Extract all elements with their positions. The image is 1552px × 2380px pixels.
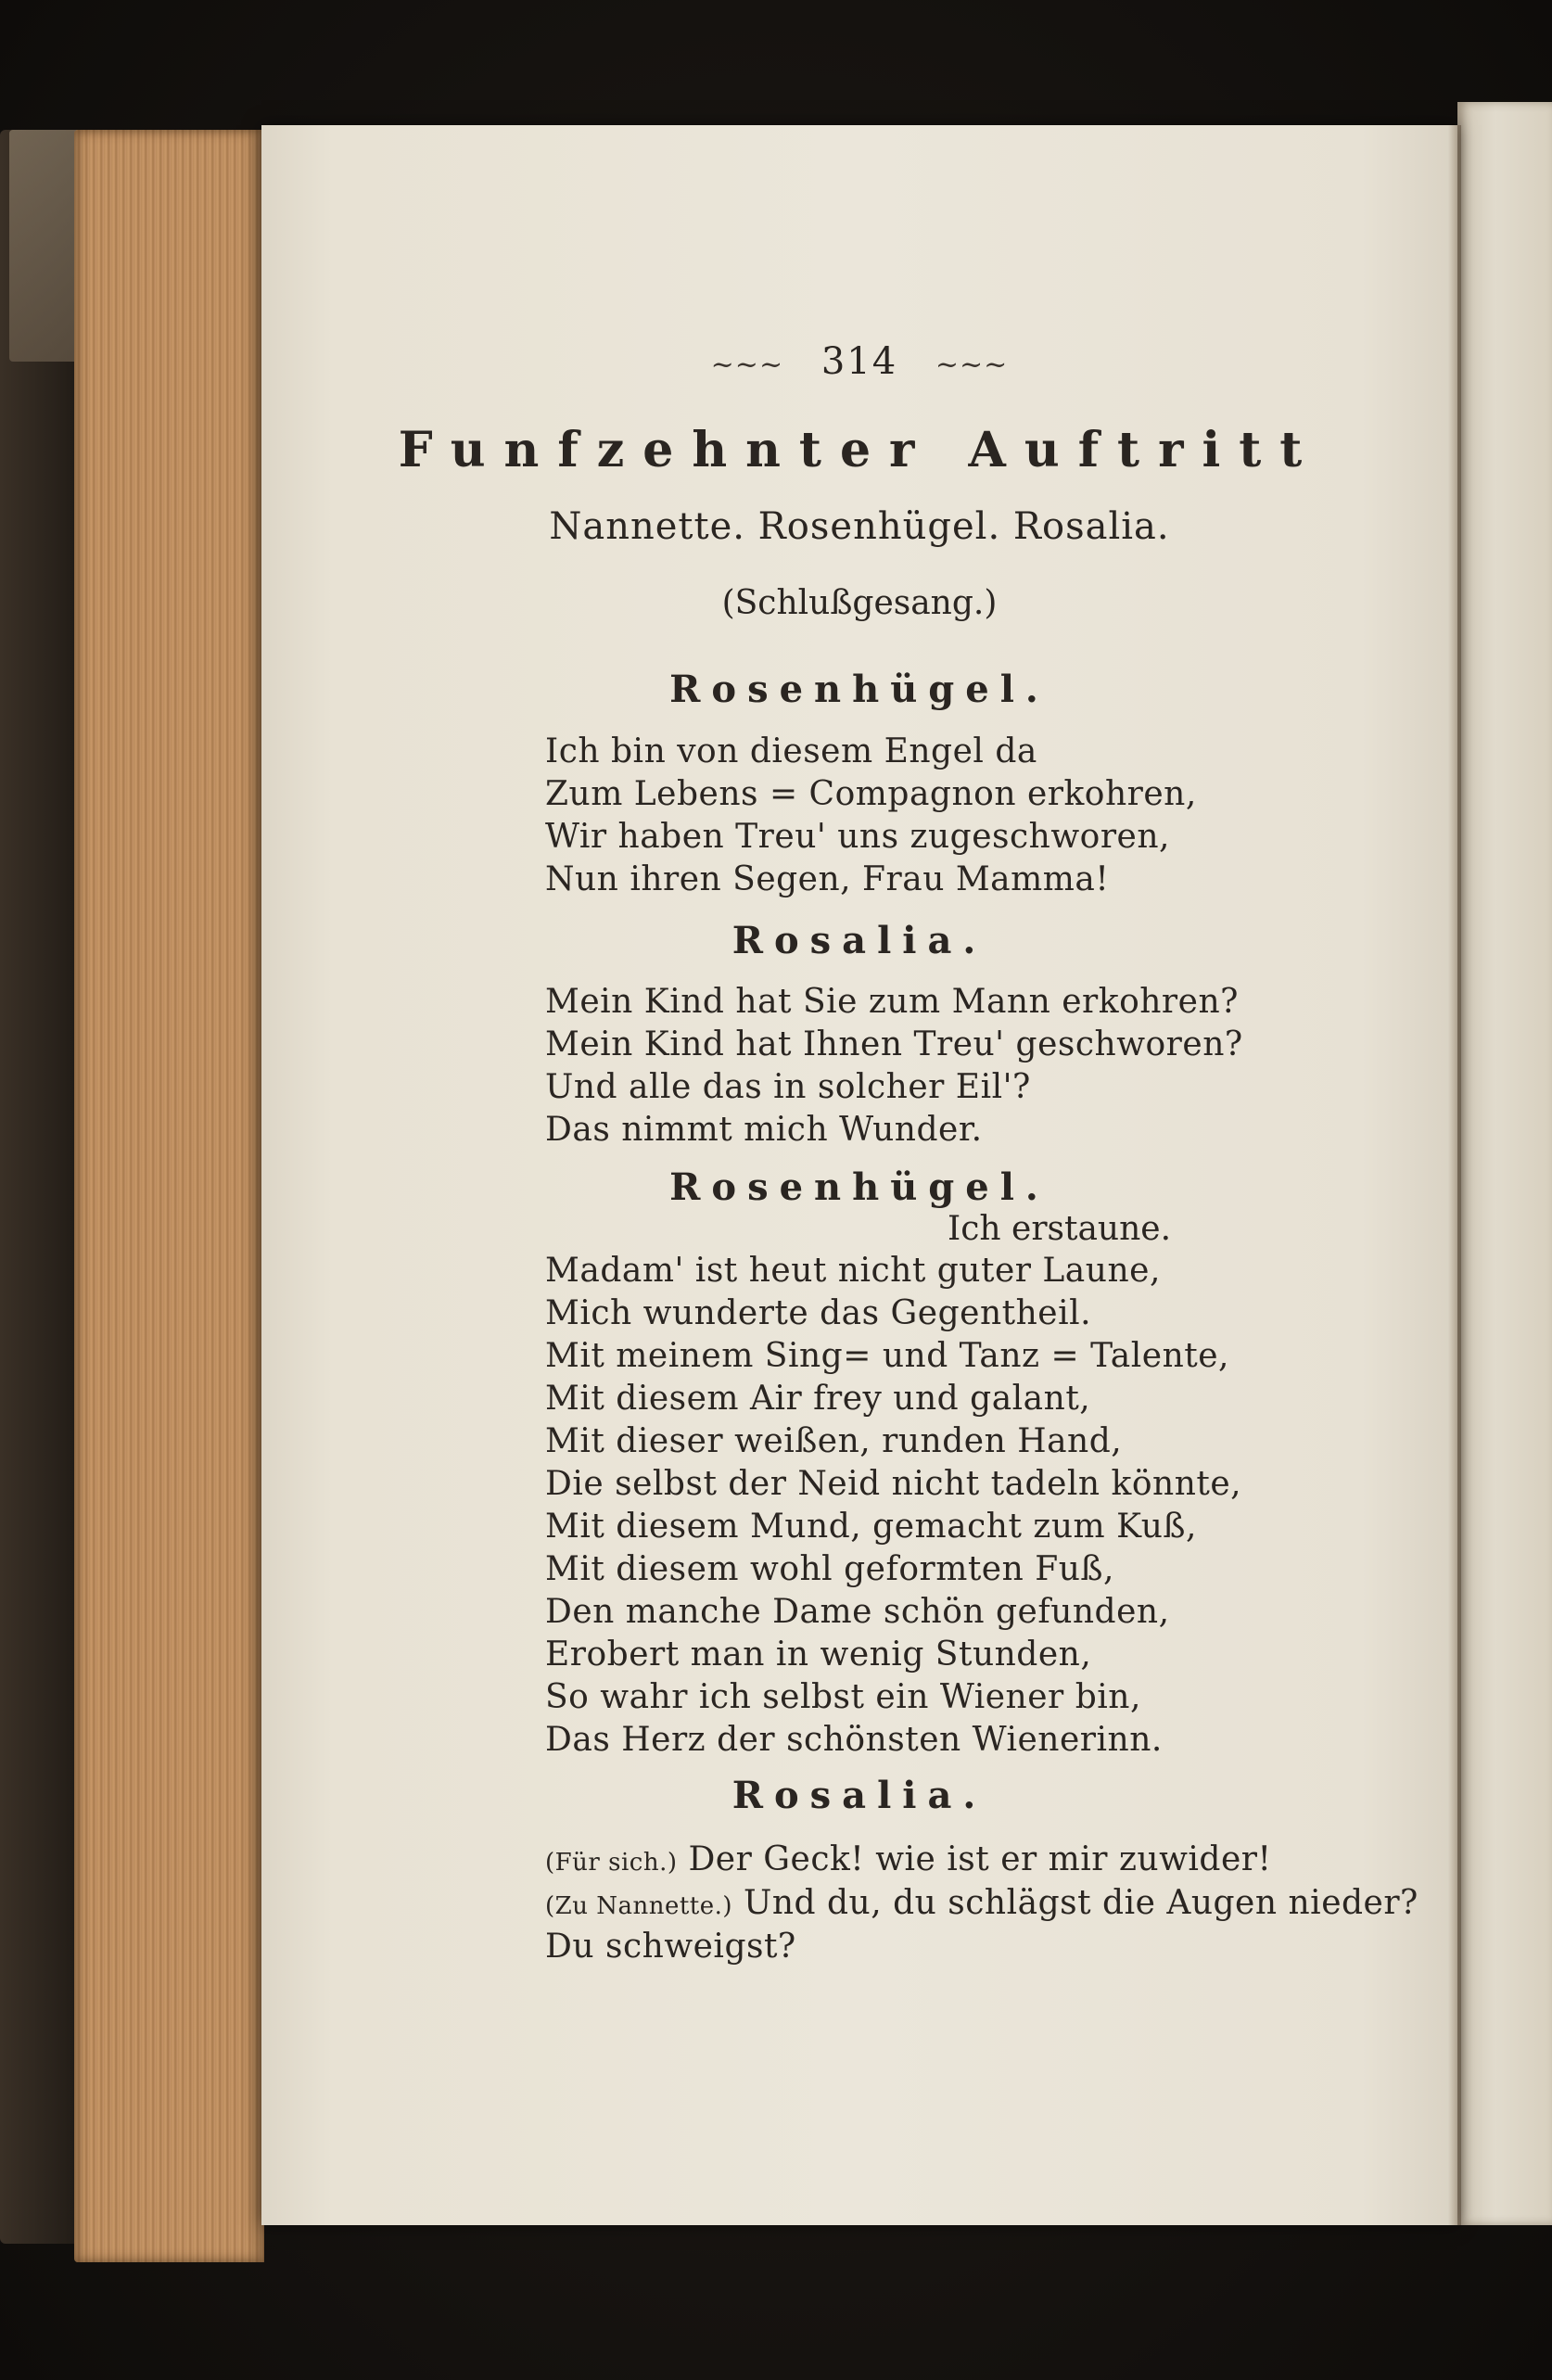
verse-line: Zum Lebens = Compagnon erkohren, [545, 775, 1197, 813]
verse-line [545, 1884, 1418, 1922]
scene-title: Funfzehnter Auftritt [398, 422, 1321, 478]
verse-line: Nun ihren Segen, Frau Mamma! [545, 860, 1110, 898]
stage-direction: (Schlußgesang.) [721, 584, 998, 622]
verse-line [545, 1840, 1271, 1878]
verse-line: Mein Kind hat Ihnen Treu' geschworen? [545, 1025, 1243, 1063]
aside-direction: (Zu Nannette.) [545, 1892, 733, 1920]
verse-line: Erobert man in wenig Stunden, [545, 1635, 1092, 1674]
verse-line-indented: Ich erstaune. [948, 1210, 1172, 1248]
page-edges [74, 130, 264, 2262]
verse-line: Ich bin von diesem Engel da [545, 732, 1037, 770]
verse-line: Das nimmt mich Wunder. [545, 1111, 983, 1149]
verse-text: Du schweigst? [545, 1928, 796, 1966]
ornament-left: ~~~ [710, 348, 784, 381]
page-number: 314 [821, 340, 898, 383]
verse-line: Und alle das in solcher Eil'? [545, 1068, 1031, 1106]
book-page [261, 125, 1457, 2225]
verse-line [545, 1928, 796, 1966]
verse-line: Die selbst der Neid nicht tadeln könnte, [545, 1465, 1242, 1503]
aside-direction: (Für sich.) [545, 1849, 678, 1877]
verse-line: Mit diesem Air frey und galant, [545, 1380, 1091, 1418]
character-list: Nannette. Rosenhügel. Rosalia. [549, 505, 1170, 548]
verse-line: So wahr ich selbst ein Wiener bin, [545, 1678, 1141, 1716]
verse-line: Mein Kind hat Sie zum Mann erkohren? [545, 983, 1239, 1021]
verse-text: Der Geck! wie ist er mir zuwider! [677, 1840, 1272, 1878]
facing-page-edge [1457, 102, 1552, 2225]
page-gutter [1448, 125, 1461, 2225]
ornament-right: ~~~ [935, 348, 1009, 381]
verse-line: Madam' ist heut nicht guter Laune, [545, 1252, 1161, 1290]
verse-line: Mit diesem Mund, gemacht zum Kuß, [545, 1508, 1197, 1546]
speaker-name: Rosalia. [731, 1774, 987, 1817]
speaker-name: Rosenhügel. [669, 668, 1050, 711]
verse-line: Wir haben Treu' uns zugeschworen, [545, 818, 1170, 856]
verse-text: Und du, du schlägst die Augen nieder? [732, 1884, 1418, 1922]
speaker-name: Rosalia. [731, 919, 987, 962]
verse-line: Das Herz der schönsten Wienerinn. [545, 1721, 1163, 1759]
page-text [261, 125, 1457, 2225]
verse-line: Mit meinem Sing= und Tanz = Talente, [545, 1337, 1229, 1375]
verse-line: Mit dieser weißen, runden Hand, [545, 1422, 1123, 1460]
verse-line: Mich wunderte das Gegentheil. [545, 1294, 1092, 1332]
page-header [261, 340, 1457, 383]
speaker-name: Rosenhügel. [669, 1165, 1050, 1209]
verse-line: Mit diesem wohl geformten Fuß, [545, 1550, 1114, 1588]
worn-cover-corner [9, 130, 83, 362]
verse-line: Den manche Dame schön gefunden, [545, 1593, 1170, 1631]
